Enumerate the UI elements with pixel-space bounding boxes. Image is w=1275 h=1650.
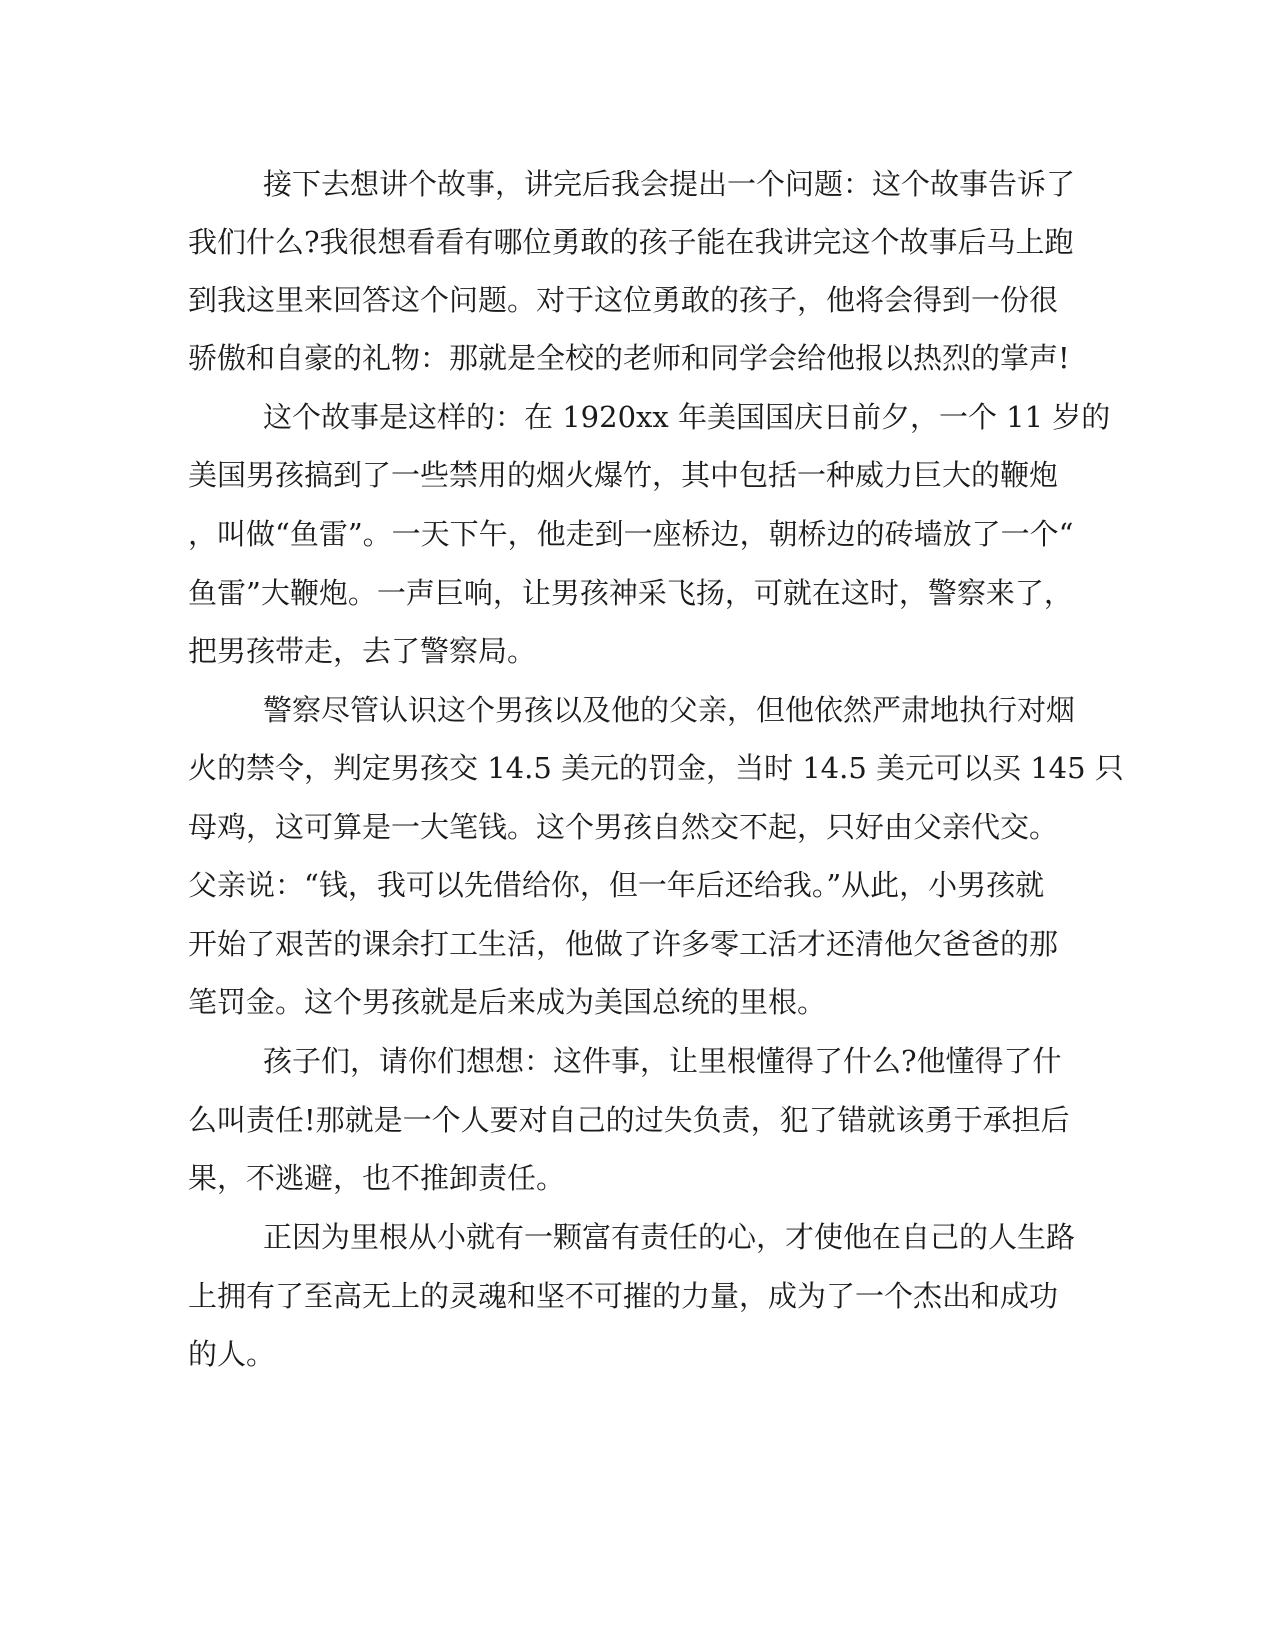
text-line: 笔罚金。这个男孩就是后来成为美国总统的里根。 xyxy=(188,985,827,1019)
text-line: 鱼雷”大鞭炮。一声巨响，让男孩神采飞扬，可就在这时，警察来了， xyxy=(188,576,1073,610)
text-line: 的人。 xyxy=(188,1337,276,1371)
text-line: 到我这里来回答这个问题。对于这位勇敢的孩子，他将会得到一份很 xyxy=(188,283,1059,317)
text-line: 正因为里根从小就有一颗富有责任的心，才使他在自己的人生路 xyxy=(263,1220,1076,1254)
text-line: 骄傲和自豪的礼物：那就是全校的老师和同学会给他报以热烈的掌声! xyxy=(188,341,1070,375)
text-line: 孩子们，请你们想想：这件事，让里根懂得了什么?他懂得了什 xyxy=(263,1044,1062,1078)
text-line: 上拥有了至高无上的灵魂和坚不可摧的力量，成为了一个杰出和成功 xyxy=(188,1279,1059,1313)
text-line: 接下去想讲个故事，讲完后我会提出一个问题：这个故事告诉了 xyxy=(263,167,1076,201)
text-line: ，叫做“鱼雷”。一天下午，他走到一座桥边，朝桥边的砖墙放了一个“ xyxy=(188,517,1074,551)
text-line: 么叫责任!那就是一个人要对自己的过失负责，犯了错就该勇于承担后 xyxy=(188,1103,1070,1137)
text-line: 美国男孩搞到了一些禁用的烟火爆竹，其中包括一种威力巨大的鞭炮 xyxy=(188,458,1059,492)
text-line: 警察尽管认识这个男孩以及他的父亲，但他依然严肃地执行对烟 xyxy=(263,693,1076,727)
text-line: 这个故事是这样的：在 1920xx 年美国国庆日前夕，一个 11 岁的 xyxy=(263,400,1111,434)
text-line: 我们什么?我很想看看有哪位勇敢的孩子能在我讲完这个故事后马上跑 xyxy=(188,225,1074,259)
text-line: 父亲说：“钱，我可以先借给你，但一年后还给我。”从此，小男孩就 xyxy=(188,868,1045,902)
text-line: 果，不逃避，也不推卸责任。 xyxy=(188,1161,566,1195)
text-line: 开始了艰苦的课余打工生活，他做了许多零工活才还清他欠爸爸的那 xyxy=(188,927,1059,961)
text-line: 把男孩带走，去了警察局。 xyxy=(188,634,537,668)
text-line: 母鸡，这可算是一大笔钱。这个男孩自然交不起，只好由父亲代交。 xyxy=(188,810,1059,844)
text-line: 火的禁令，判定男孩交 14.5 美元的罚金，当时 14.5 美元可以买 145 只 xyxy=(188,751,1124,785)
